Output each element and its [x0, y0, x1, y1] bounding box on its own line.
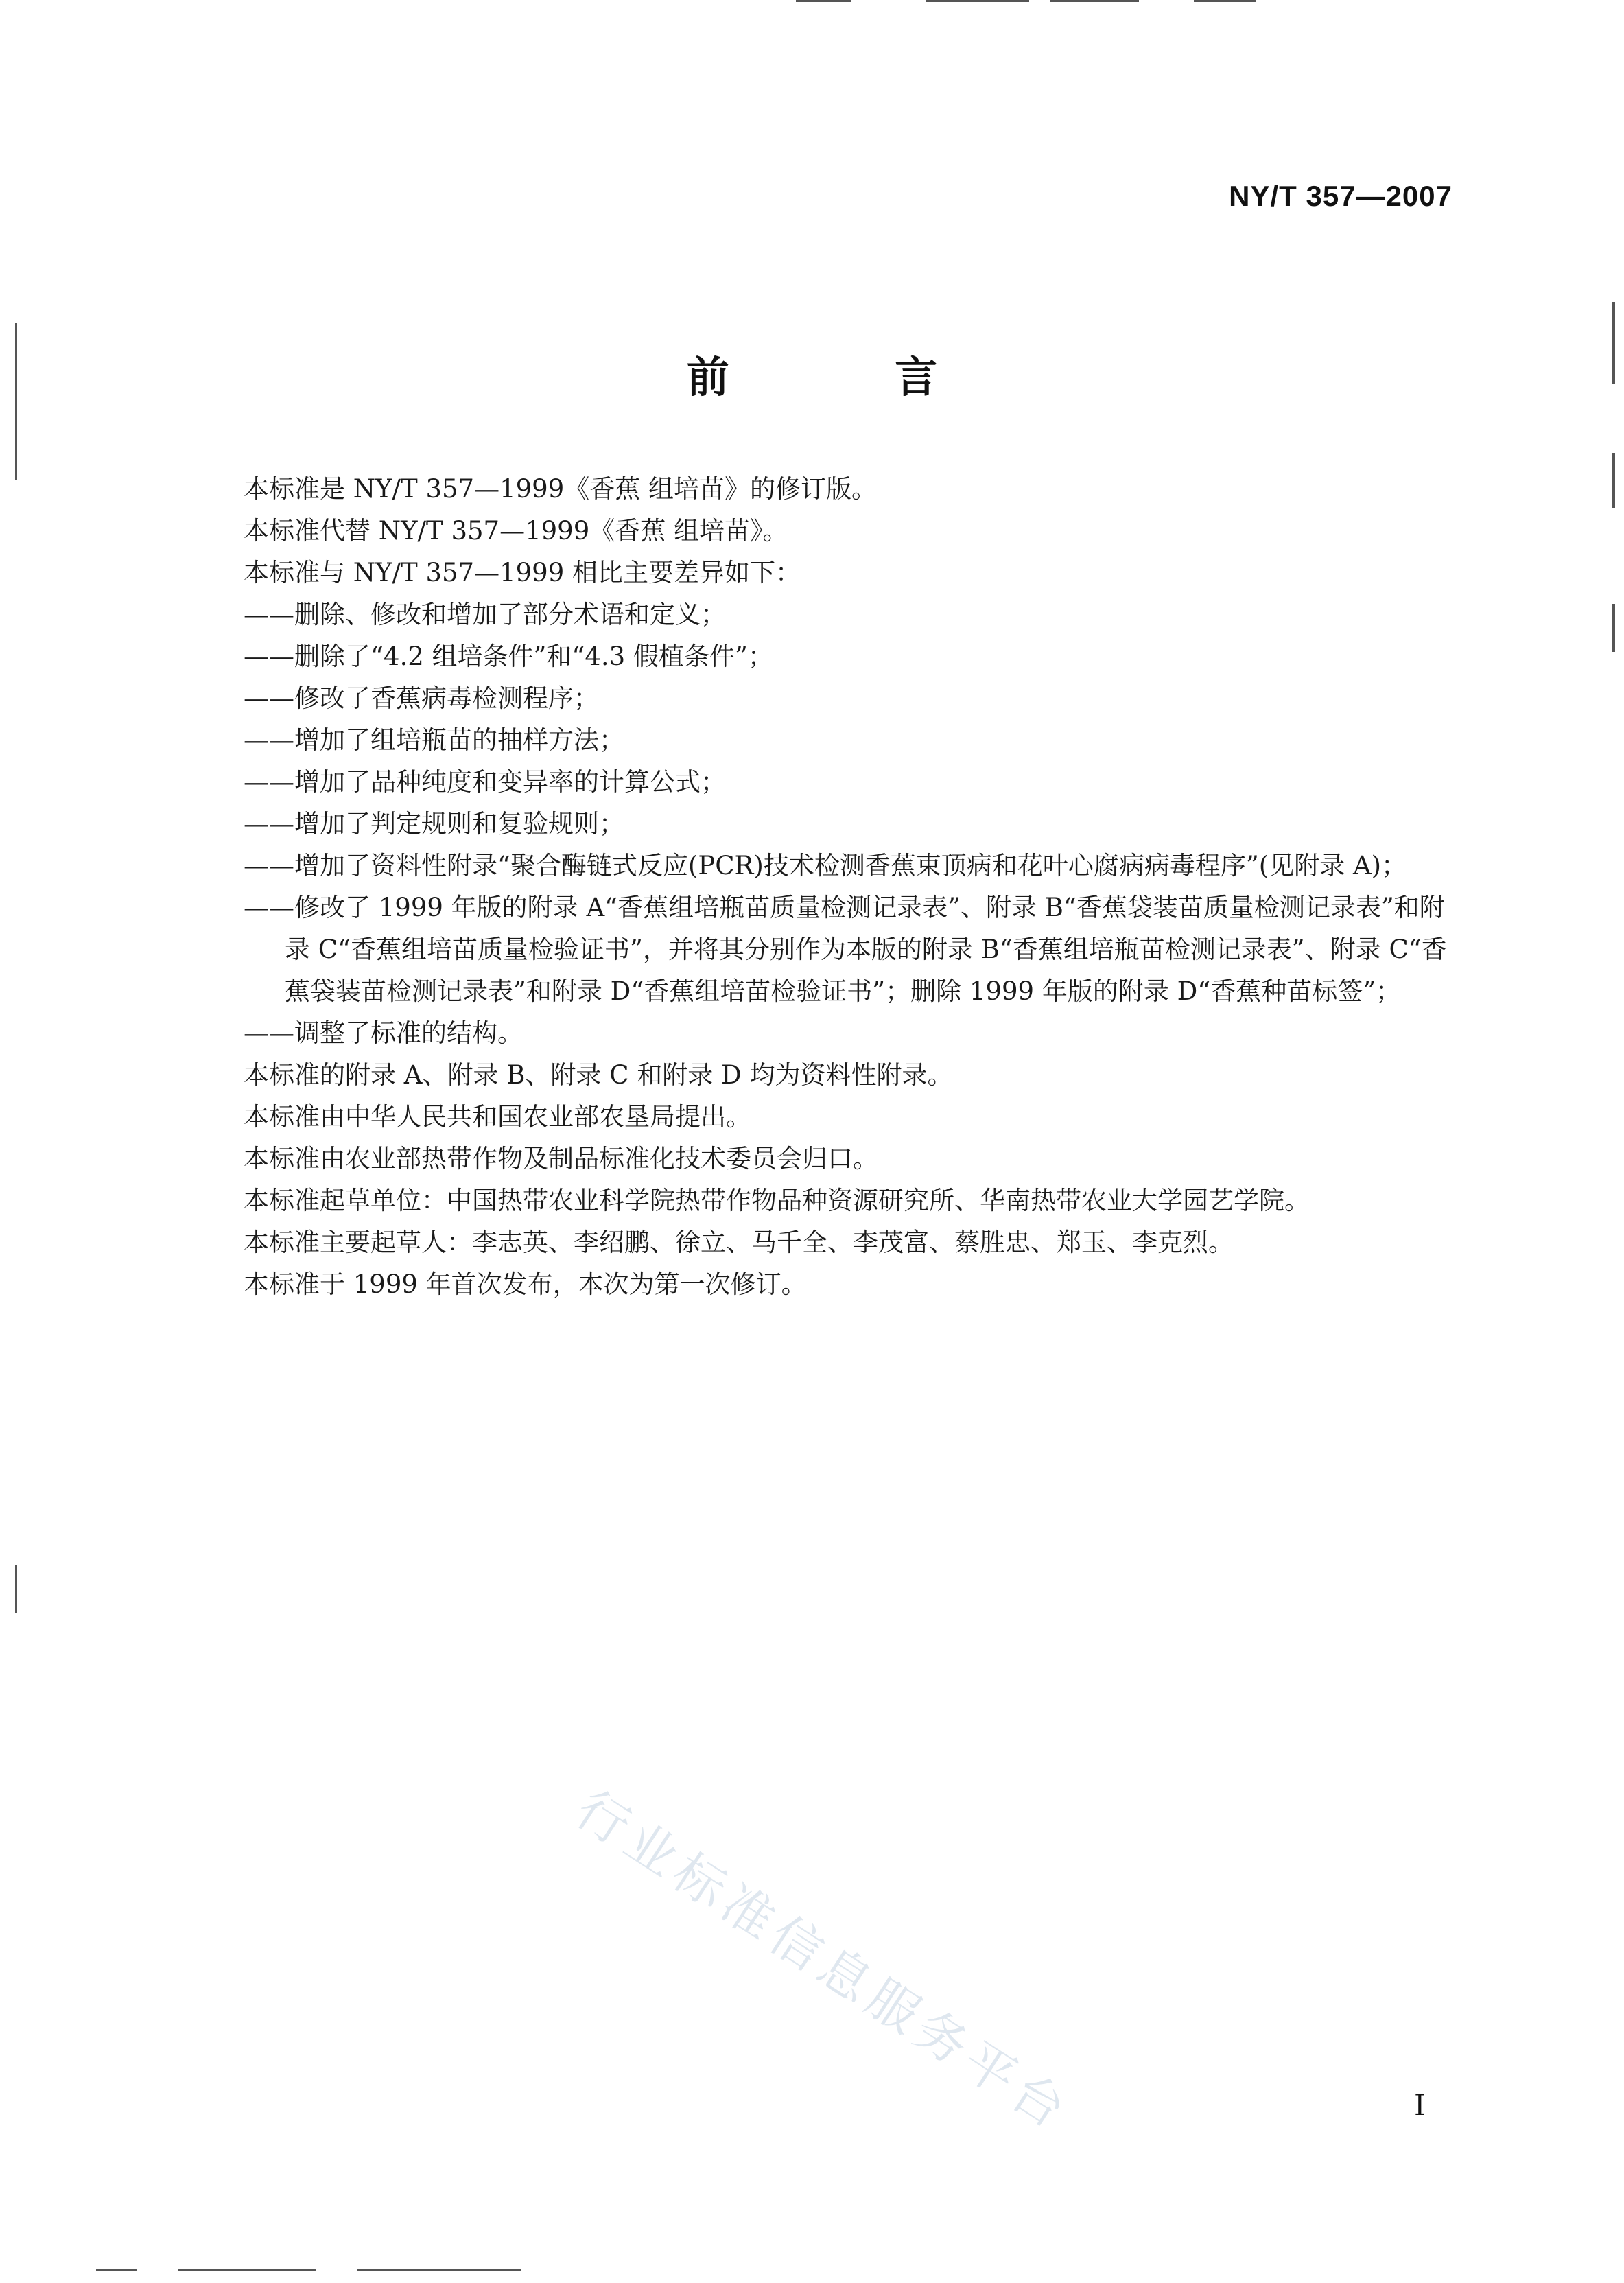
page-number: I: [1414, 2088, 1426, 2122]
change-item: ——删除了“4.2 组培条件”和“4.3 假植条件”；: [244, 642, 773, 671]
change-item: ——增加了资料性附录“聚合酶链式反应(PCR)技术检测香蕉束顶病和花叶心腐病病毒程序”(见附录 A)；: [244, 851, 1407, 880]
scan-edge-mark: [1194, 0, 1256, 2]
change-item: ——增加了判定规则和复验规则；: [244, 809, 624, 839]
paragraph-replaces: 本标准代替 NY/T 357—1999《香蕉 组培苗》。: [244, 516, 788, 546]
change-item: ——修改了 1999 年版的附录 A“香蕉组培瓶苗质量检测记录表”、附录 B“香蕉袋装苗质量检测记录表”和附录 C“香蕉组培苗质量检验证书”，并将其分别作为本版的附录 B“香蕉组培瓶苗检测记录表”、附录 C“香蕉袋装苗检测记录表”和附录 D“香蕉组培苗检验证书”；删除 1999 年版的附录 D“香蕉种苗标签”；: [244, 893, 1447, 1006]
scan-edge-mark: [926, 0, 1029, 2]
paragraph-revision: 本标准是 NY/T 357—1999《香蕉 组培苗》的修订版。: [244, 474, 878, 504]
change-item: ——调整了标准的结构。: [244, 1018, 523, 1048]
scan-edge-mark: [15, 323, 17, 480]
scan-edge-mark: [1612, 302, 1615, 384]
paragraph-proposer: 本标准由中华人民共和国农业部农垦局提出。: [244, 1102, 751, 1132]
change-item: ——删除、修改和增加了部分术语和定义；: [244, 600, 726, 629]
paragraph-differences: 本标准与 NY/T 357—1999 相比主要差异如下：: [244, 558, 801, 587]
scan-edge-mark: [178, 2269, 316, 2271]
foreword-body: [244, 468, 1451, 1305]
paragraph-committee: 本标准由农业部热带作物及制品标准化技术委员会归口。: [244, 1144, 878, 1173]
scan-edge-mark: [1612, 604, 1615, 652]
scan-edge-mark: [1612, 453, 1615, 508]
scan-edge-mark: [796, 0, 851, 2]
paragraph-drafting-units: 本标准起草单位：中国热带农业科学院热带作物品种资源研究所、华南热带农业大学园艺学院。: [244, 1186, 1310, 1215]
change-item: ——增加了品种纯度和变异率的计算公式；: [244, 767, 726, 797]
watermark: 行业标准信息服务平台: [565, 1779, 1081, 2144]
scan-edge-mark: [15, 1565, 17, 1613]
paragraph-drafters: 本标准主要起草人：李志英、李绍鹏、徐立、马千全、李茂富、蔡胜忠、郑玉、李克烈。: [244, 1228, 1234, 1257]
paragraph-history: 本标准于 1999 年首次发布，本次为第一次修订。: [244, 1269, 807, 1299]
standard-code: NY/T 357—2007: [1229, 180, 1452, 212]
page-title: 前 言: [686, 352, 1013, 402]
change-item: ——修改了香蕉病毒检测程序；: [244, 683, 599, 713]
scan-edge-mark: [1050, 0, 1139, 2]
scan-edge-mark: [357, 2269, 521, 2271]
scan-edge-mark: [96, 2269, 137, 2271]
change-item: ——增加了组培瓶苗的抽样方法；: [244, 725, 624, 755]
paragraph-appendix: 本标准的附录 A、附录 B、附录 C 和附录 D 均为资料性附录。: [244, 1060, 953, 1090]
